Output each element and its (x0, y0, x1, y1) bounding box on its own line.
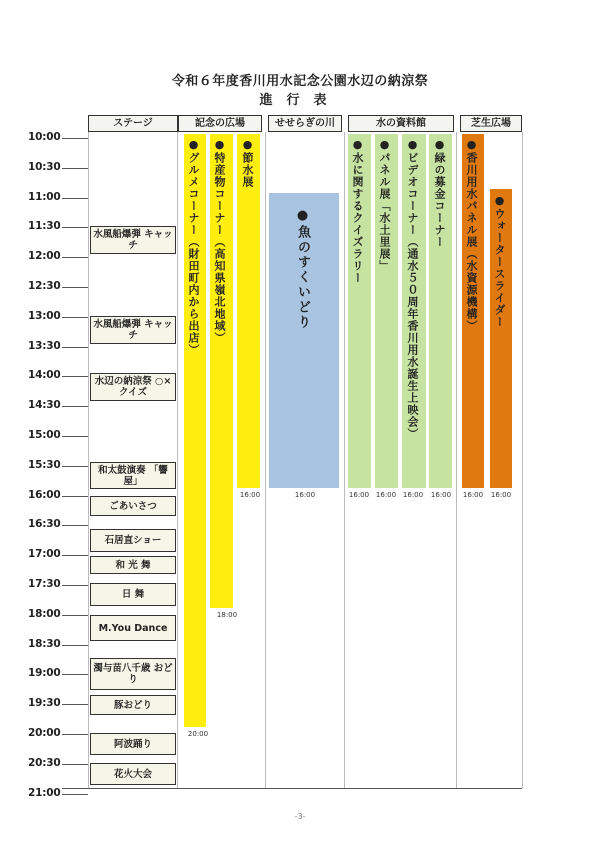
time-label: 18:00 (28, 607, 61, 620)
event-label-gourmet: ●グルメコーナー（財田町内から出店） (187, 138, 200, 356)
time-tick (62, 764, 88, 765)
page-number: -3- (294, 812, 306, 821)
stage-item: 水辺の納涼祭 ○×クイズ (90, 373, 176, 401)
time-label: 14:00 (28, 369, 61, 382)
event-end-water-slider: 16:00 (490, 491, 512, 499)
stage-item: M.You Dance (90, 615, 176, 641)
event-end-setsusui: 16:00 (239, 491, 261, 499)
event-label-bokin: ●緑の募金コーナー (433, 138, 446, 248)
stage-item: 阿波踊り (90, 733, 176, 755)
column-line (522, 132, 523, 788)
time-label: 15:30 (28, 458, 61, 471)
time-tick (62, 525, 88, 526)
time-tick (62, 585, 88, 586)
time-label: 17:00 (28, 548, 61, 561)
time-label: 17:30 (28, 578, 61, 590)
stage-item: 石居直ショー (90, 529, 176, 552)
header-mizu: 水の資料館 (348, 115, 454, 132)
column-line (177, 132, 178, 788)
event-label-panel: ●パネル展「水土里展」 (378, 138, 391, 272)
time-label: 11:00 (28, 190, 61, 203)
time-tick (62, 227, 88, 228)
time-label: 10:30 (28, 160, 61, 173)
time-tick (62, 496, 88, 497)
time-label: 13:30 (28, 339, 61, 352)
time-label: 15:00 (28, 429, 61, 441)
time-label: 20:00 (28, 727, 61, 739)
page-title: 令和６年度香川用水記念公園水辺の納涼祭 (171, 74, 429, 89)
stage-item: 水風船爆弾 キャッチ (90, 226, 176, 254)
time-tick (62, 674, 88, 675)
time-label: 18:30 (28, 637, 61, 650)
time-tick (62, 198, 88, 199)
time-tick (62, 287, 88, 288)
event-end-kagawa-panel: 16:00 (462, 491, 484, 499)
time-label: 19:00 (28, 667, 61, 680)
header-shibafu: 芝生広場 (460, 115, 522, 132)
time-label: 11:30 (28, 220, 61, 233)
page-subtitle: 進行表 (259, 93, 341, 108)
stage-item: ごあいさつ (90, 496, 176, 516)
header-kinen: 記念の広場 (178, 115, 262, 132)
column-line (265, 132, 266, 788)
time-tick (62, 466, 88, 467)
time-tick (62, 704, 88, 705)
time-tick (62, 376, 88, 377)
event-end-tokusan: 18:00 (216, 611, 238, 619)
event-label-kagawa-panel: ●香川用水パネル展（水資源機構） (465, 138, 478, 332)
column-line (456, 132, 457, 788)
time-label: 12:00 (28, 250, 61, 263)
header-stage: ステージ (88, 115, 178, 132)
time-label: 14:30 (28, 399, 61, 412)
stage-item: 日 舞 (90, 583, 176, 606)
event-end-gourmet: 20:00 (187, 730, 209, 738)
time-tick (62, 168, 88, 169)
time-label: 16:00 (28, 488, 61, 501)
time-label: 19:30 (28, 697, 61, 710)
time-label: 16:30 (28, 518, 61, 531)
time-label: 12:30 (28, 280, 61, 292)
bottom-line (62, 788, 522, 789)
time-tick (62, 555, 88, 556)
time-tick (62, 436, 88, 437)
time-label: 13:00 (28, 309, 61, 322)
event-label-quiz: ●水に関するクイズラリー (351, 138, 364, 284)
time-tick (62, 615, 88, 616)
time-label: 10:00 (28, 131, 61, 143)
event-end-panel: 16:00 (375, 491, 397, 499)
time-tick (62, 347, 88, 348)
time-label: 20:30 (28, 756, 61, 769)
event-end-video: 16:00 (402, 491, 424, 499)
stage-item: 濁与苗八千歳 おどり (90, 658, 176, 690)
stage-item: 和太鼓演奏 「響屋」 (90, 462, 176, 489)
time-tick (62, 317, 88, 318)
time-tick (62, 794, 88, 795)
stage-item: 花火大会 (90, 763, 176, 785)
event-label-water-slider: ●ウォータースライダー (493, 194, 506, 328)
column-line (88, 132, 89, 788)
time-tick (62, 406, 88, 407)
column-line (344, 132, 345, 788)
time-tick (62, 734, 88, 735)
stage-item: 豚おどり (90, 695, 176, 715)
header-seseragi: せせらぎの川 (268, 115, 342, 132)
event-end-bokin: 16:00 (430, 491, 452, 499)
event-label-video: ●ビデオコーナー（通水５０周年香川用水誕生上映会） (406, 138, 419, 440)
time-tick (62, 138, 88, 139)
event-label-setsusui: ●節水展 (241, 138, 254, 188)
stage-item: 和 光 舞 (90, 556, 176, 574)
time-tick (62, 645, 88, 646)
time-label: 21:00 (28, 786, 61, 799)
event-end-sakana: 16:00 (294, 491, 316, 499)
event-end-quiz: 16:00 (348, 491, 370, 499)
event-label-sakana: ●魚のすくいどり (295, 208, 310, 330)
event-label-tokusan: ●特産物コーナー（高知県嶺北地域） (213, 138, 226, 344)
stage-item: 水風船爆弾 キャッチ (90, 316, 176, 344)
time-tick (62, 257, 88, 258)
